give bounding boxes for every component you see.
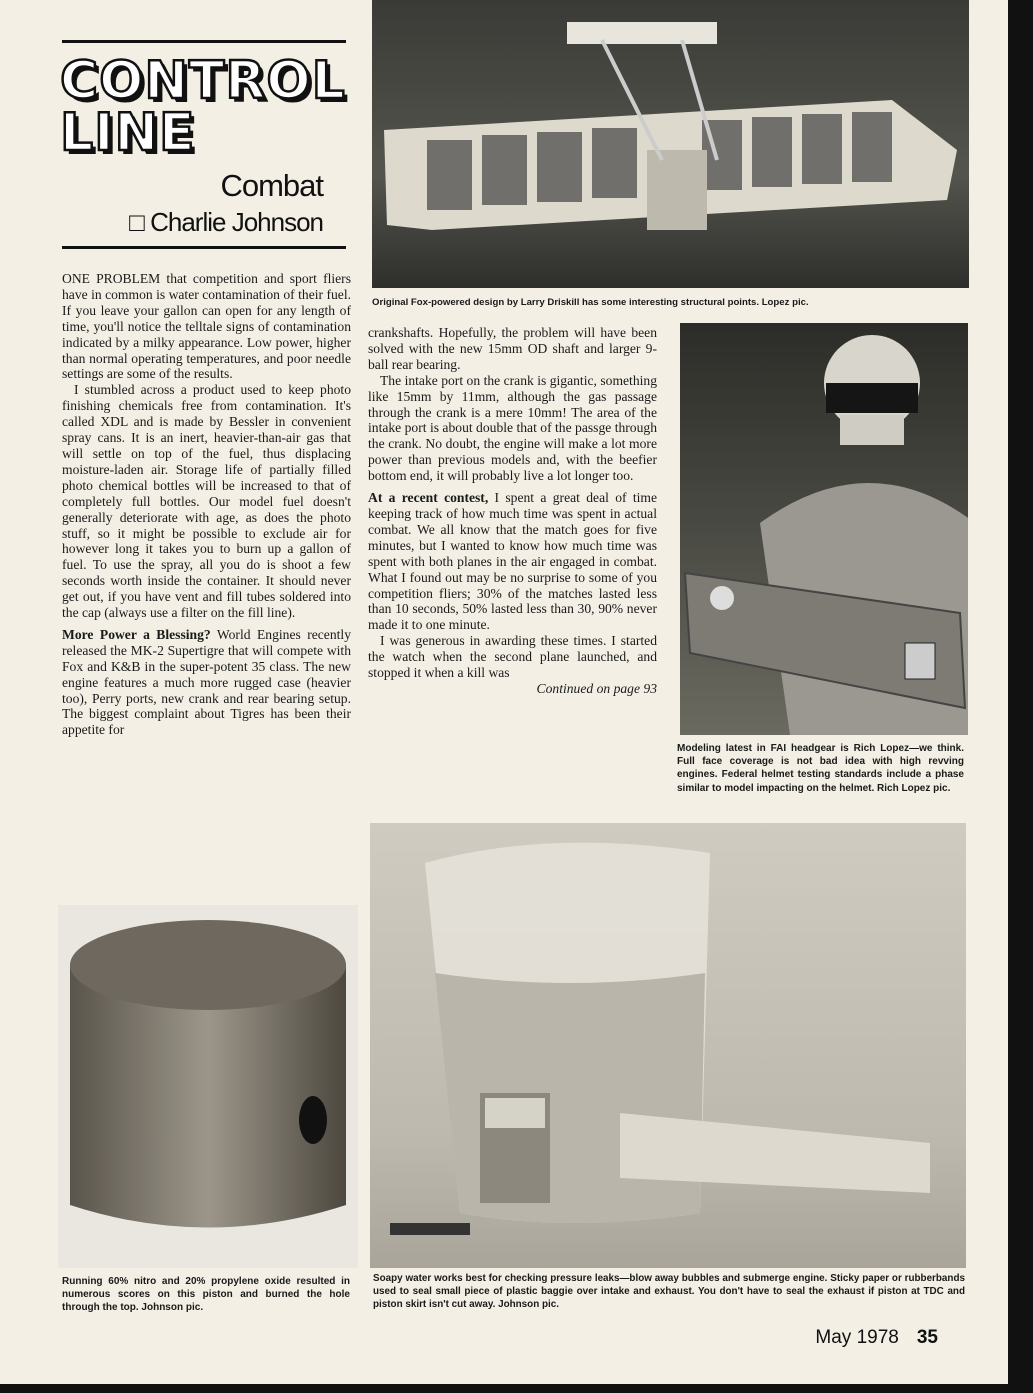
lead-in: ONE PROBLEM: [62, 271, 161, 286]
subhead: More Power a Blessing?: [62, 626, 211, 642]
helmet-caption: Modeling latest in FAI headgear is Rich Lopez—we think. Full face coverage is not bad idea with high revving engines. Federal helmet testing standards include a phase similar to model impacting on the helmet. Rich Lopez pic.: [677, 743, 964, 794]
piston-photo: [58, 905, 358, 1268]
helmet-image: [680, 323, 968, 735]
header-bottom-rule: [62, 246, 346, 249]
piston-image: [58, 905, 358, 1268]
byline: [129, 207, 323, 238]
subhead: At a recent contest,: [368, 490, 489, 506]
airplane-caption: Original Fox-powered design by Larry Driskill has some interesting structural points. Lopez pic.: [372, 297, 809, 308]
airplane-photo: [372, 0, 969, 288]
airplane-image: [372, 0, 969, 288]
paragraph: More Power a Blessing? World Engines recently released the MK-2 Supertigre that will compete with Fox and K&B in the super-potent 35 class. The new engine features a much more rugged case (heavier too), Perry ports, new crank and rear bearing setup. The biggest complaint about Tigres has been their appetite for: [62, 626, 351, 738]
author-name: Charlie Johnson: [150, 207, 323, 237]
left-column: [62, 271, 351, 738]
title-line: LINE: [60, 103, 196, 163]
page-number: 35: [916, 1327, 938, 1348]
page-footer: [815, 1327, 938, 1349]
paragraph: At a recent contest, I spent a great deal of time keeping track of how much time was spent in actual combat. We all know that the match goes for five minutes, but I wanted to know how much time was spent with both planes in the air engaged in combat. What I found out may be no surprise to some of you competition fliers; 30% of the matches lasted less than 10 seconds, 50% lasted less than 30, 90% never made it to one minute.: [368, 490, 657, 633]
paragraph: ONE PROBLEM that competition and sport fliers have in common is water contamination of their fuel. If you leave your gallon can open for any length of time, you'll notice the telltale signs of contamination indicated by a milky appearance. Low power, higher than normal operating temperatures, and poor needle settings are some of the results.: [62, 271, 351, 382]
continued-note: Continued on page 93: [536, 680, 657, 696]
engine-caption: Soapy water works best for checking pressure leaks—blow away bubbles and submerge engine. Sticky paper or rubberbands used to seal small piece of plastic baggie over intake and exhaust. You don't have to seal the exhaust if piston at TDC and piston skirt isn't cut away. Johnson pic.: [373, 1273, 965, 1311]
middle-column: [368, 325, 657, 697]
section-title: Combat: [220, 168, 323, 203]
paragraph: I was generous in awarding these times. I started the watch when the second plane launched, and stopped it when a kill was: [368, 633, 657, 681]
byline-box-icon: □: [129, 207, 144, 237]
paragraph: I stumbled across a product used to keep photo finishing chemicals free from contamination. It's called XDL and is made by Bessler in convenient spray cans. It is an inert, heavier-than-air gas that will settle on top of the fuel, thus displacing moisture-laden air. Storage life of partially filled photo chemical bottles will be increased to that of completely full bottles. Our model fuel doesn't generally deteriorate with age, as does the photo stuff, so it might be possible to exclude air for however long it takes you to burn up a gallon of fuel. To use the spray, all you do is shoot a few seconds worth inside the container. It should never get out, if you have vent and fill tubes soldered into the cap (always use a filter on the fill line).: [62, 382, 351, 621]
paragraph: crankshafts. Hopefully, the problem will have been solved with the new 15mm OD shaft and larger 9-ball rear bearing.: [368, 325, 657, 372]
engine-photo: [370, 823, 966, 1268]
title-control: CONTROL: [60, 51, 346, 111]
piston-caption: Running 60% nitro and 20% propylene oxide resulted in numerous scores on this piston and burned the hole through the top. Johnson pic.: [62, 1276, 350, 1314]
issue-date: May 1978: [815, 1327, 899, 1348]
paragraph: The intake port on the crank is gigantic, something like 15mm by 11mm, although the gas passage through the crank is a mere 10mm! The area of the intake port is about double that of the passge through the crank. No doubt, the engine will make a lot more power than previous models and, with the beefier bottom end, it will probably live a lot longer too.: [368, 372, 657, 484]
top-rule: [62, 40, 346, 43]
engine-image: [370, 823, 966, 1268]
helmet-photo: [680, 323, 968, 735]
